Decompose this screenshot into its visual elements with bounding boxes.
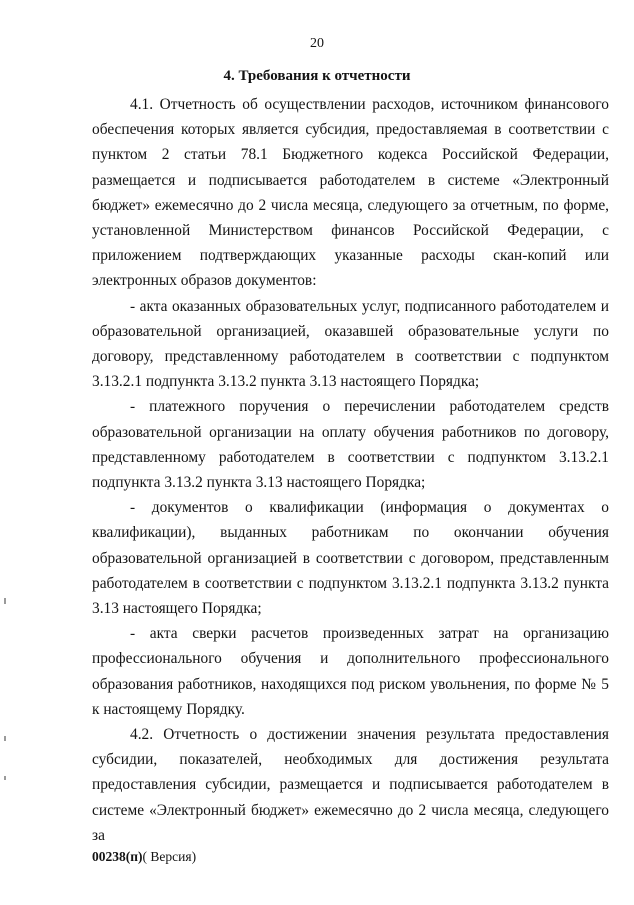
document-version: ( Версия) xyxy=(142,849,197,864)
scan-artifact xyxy=(4,598,6,604)
scan-artifact xyxy=(4,776,6,780)
page-number: 20 xyxy=(310,36,324,51)
paragraph-4-2: 4.2. Отчетность о достижении значения результата предоставления субсидии, показателей, необходимых для достижения результата предоставления субсидии, размещается и подписывается работодателем в системе «Электронный бюджет» ежемесячно до 2 числа месяца, следующего за xyxy=(92,726,609,844)
list-item-qualification-documents: - документов о квалификации (информация о документах о квалификации), выданных работникам по окончании обучения образовательной организацией в соответствии с договором, представленным работодателем в соответствии с подпунктом 3.13.2.1 подпункта 3.13.2 пункта 3.13 настоящего Порядка; xyxy=(92,499,609,618)
paragraph-4-1: 4.1. Отчетность об осуществлении расходов, источником финансового обеспечения которых является субсидия, предоставляемая в соответствии с пунктом 2 статьи 78.1 Бюджетного кодекса Российской Федерации, размещается и подписывается работодателем в системе «Электронный бюджет» ежемесячно до 2 числа месяца, следующего за отчетным, по форме, установленной Министерством финансов Российской Федерации, с приложением подтверждающих указанные расходы скан-копий или электронных образов документов: xyxy=(92,96,609,290)
section-heading: 4. Требования к отчетности xyxy=(223,68,411,84)
body-text xyxy=(92,92,609,848)
document-code: 00238(п) xyxy=(92,849,143,864)
scan-artifact xyxy=(4,736,6,741)
list-item-reconciliation-act: - акта сверки расчетов произведенных затрат на организацию профессионального обучения и дополнительного профессионального образования работников, находящихся под риском увольнения, по форме № 5 к настоящему Порядку. xyxy=(92,625,609,718)
document-footer xyxy=(92,849,196,865)
list-item-payment-order: - платежного поручения о перечислении работодателем средств образовательной организации на оплату обучения работников по договору, представленному работодателем в соответствии с подпунктом 3.13.2.1 подпункта 3.13.2 пункта 3.13 настоящего Порядка; xyxy=(92,398,609,492)
list-item-act-of-services: - акта оказанных образовательных услуг, подписанного работодателем и образовательной организацией, оказавшей образовательные услуги по договору, представленному работодателем в соответствии с подпунктом 3.13.2.1 подпункта 3.13.2 пункта 3.13 настоящего Порядка; xyxy=(92,297,609,391)
